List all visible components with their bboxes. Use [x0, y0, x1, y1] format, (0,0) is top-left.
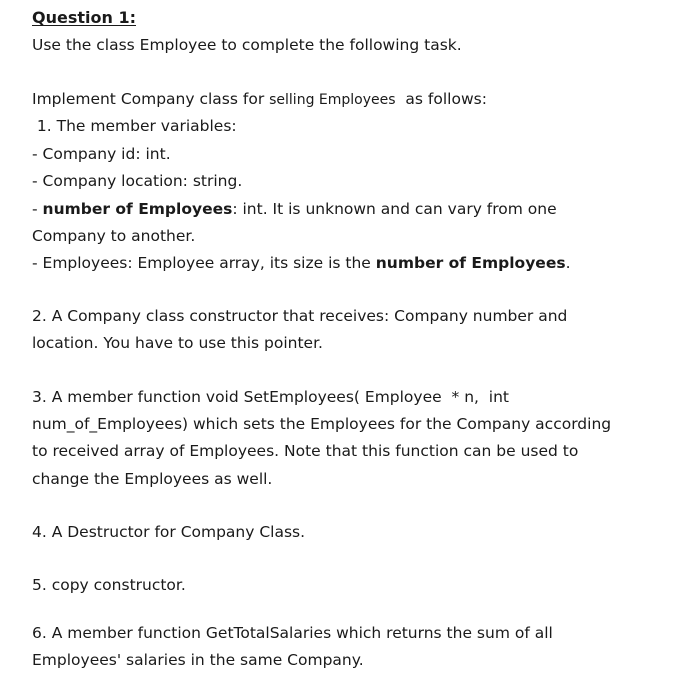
question-heading: Question 1: [32, 8, 136, 27]
item3-line4: change the Employees as well. [32, 470, 273, 488]
var-number-of-employees [32, 199, 557, 219]
var-company-id: - Company id: int. [32, 145, 171, 163]
var-number-cont: Company to another. [32, 227, 196, 245]
intro-text: Use the class Employee to complete the following task. [32, 36, 462, 54]
item3-line1: 3. A member function void SetEmployees( Employee * n, int [32, 388, 510, 406]
item4-line1: 4. A Destructor for Company Class. [32, 523, 306, 541]
item3-line3: to received array of Employees. Note that this function can be used to [32, 442, 579, 460]
var-num-bold: number of Employees [42, 200, 233, 218]
var-num-rest: : int. It is unknown and can vary from one [232, 200, 557, 218]
implement-small-text: selling Employees [269, 92, 396, 108]
member-variables-title: 1. The member variables: [32, 117, 237, 135]
implement-suffix: as follows: [395, 90, 487, 108]
var-emp-prefix: - Employees: Employee array, its size is the [32, 254, 376, 272]
implement-text [32, 89, 487, 110]
item5-line1: 5. copy constructor. [32, 576, 186, 594]
var-emp-suffix: . [565, 254, 571, 272]
item2-line2: location. You have to use this pointer. [32, 334, 323, 352]
var-emp-bold: number of Employees [375, 254, 566, 272]
item2-line1: 2. A Company class constructor that receives: Company number and [32, 307, 568, 325]
implement-prefix: Implement Company class for [32, 90, 270, 108]
item6-line1: 6. A member function GetTotalSalaries which returns the sum of all [32, 624, 553, 642]
item3-line2: num_of_Employees) which sets the Employees for the Company according [32, 415, 612, 433]
var-num-dash: - [32, 200, 43, 218]
item6-line2: Employees' salaries in the same Company. [32, 651, 364, 669]
var-employees [32, 253, 571, 273]
var-company-location: - Company location: string. [32, 172, 243, 190]
